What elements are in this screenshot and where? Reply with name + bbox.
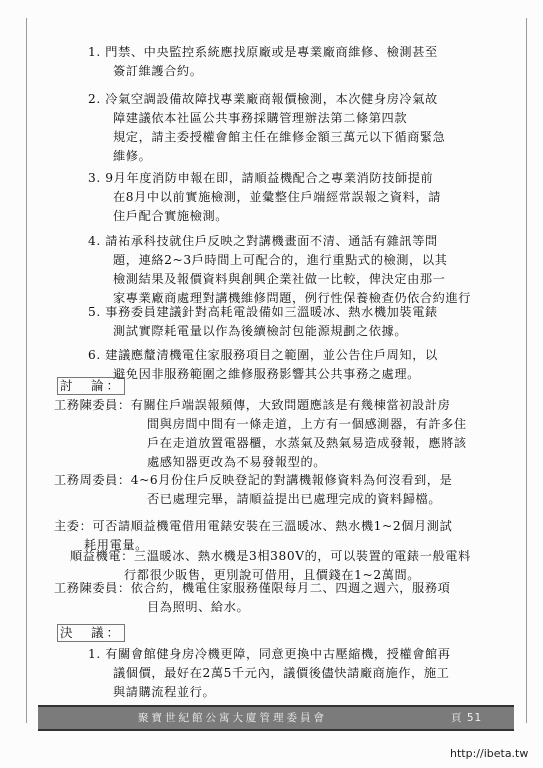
item-5-line: 測試實際耗電量以作為後續檢討包能源規劃之依據。 xyxy=(113,324,408,338)
item-2-line: 2. 冷氣空調設備故障找專業廠商報價檢測，本次健身房冷氣故 xyxy=(88,92,438,106)
discussion-entry-2-line: 工務周委員：4~6月份住戶反映登記的對講機報修資料為何沒看到，是 xyxy=(54,473,453,487)
discussion-entry-4-line: 行都很少販售，更別說可借用，且價錢在1~2萬間。 xyxy=(124,568,421,582)
resolution-1-line: 與請購流程並行。 xyxy=(113,685,216,699)
item-6-line: 6. 建議應釐清機電住家服務項目之範圍，並公告住戶周知，以 xyxy=(88,348,438,362)
item-3-line: 在8月中以前實施檢測，並彙整住戶端經常誤報之資料，請 xyxy=(113,190,442,204)
resolution-1-line: 1. 有關會館健身房冷機更障，同意更換中古壓縮機，授權會館再 xyxy=(88,647,451,661)
resolution-1-line: 議個價，最好在2萬5千元內，議價後儘快請廠商施作，施工 xyxy=(113,666,450,680)
item-2-line: 障建議依本社區公共事務採購管理辦法第二條第四款 xyxy=(113,111,408,125)
page-footer xyxy=(38,705,514,731)
item-1-line: 簽訂維護合約。 xyxy=(113,64,203,78)
discussion-entry-2-line: 否已處理完畢，請順益提出已處理完成的資料歸檔。 xyxy=(147,492,442,506)
item-4-line: 檢測結果及報價資料與創興企業社做一比較，俾決定由那一 xyxy=(113,272,446,286)
item-2-line: 維修。 xyxy=(113,149,152,163)
discussion-heading: 討 論： xyxy=(57,377,125,395)
discussion-entry-3-line: 耗用電量。 xyxy=(84,538,148,552)
discussion-entry-1-line: 戶在走道放置電器櫃，水蒸氣及熱氣易造成發報，應將該 xyxy=(147,436,467,450)
item-3-line: 3. 9月年度消防申報在即，請順益機配合之專業消防技師提前 xyxy=(88,171,434,185)
item-6-line: 避免因非服務範圍之維修服務影響其公共事務之處理。 xyxy=(113,367,420,381)
page-number: 頁 51 xyxy=(451,712,483,724)
resolution-heading: 決 議： xyxy=(57,624,125,642)
item-3-line: 住戶配合實施檢測。 xyxy=(113,209,229,223)
discussion-entry-3-line: 主委：可否請順益機電借用電錶安裝在三溫暖冰、熱水機1~2個月測試 xyxy=(54,519,453,533)
discussion-entry-1-line: 工務陳委員：有關住戶端誤報頻傳，大致問題應該是有幾棟當初設計房 xyxy=(54,398,451,412)
footer-title: 聚寶世紀館公寓大廈管理委員會 xyxy=(138,712,327,724)
item-4-line: 題，連絡2~3戶時間上可配合的，進行重點式的檢測，以其 xyxy=(113,253,448,267)
discussion-entry-5-line: 目為照明、給水。 xyxy=(147,600,250,614)
discussion-entry-4-line: 順益機電：三溫暖冰、熱水機是3相380V的，可以裝置的電錶一般電料 xyxy=(70,549,471,563)
item-1-line: 1. 門禁、中央監控系統應找原廠或是專業廠商維修、檢測甚至 xyxy=(88,45,438,59)
discussion-entry-1-line: 處感知器更改為不易發報型的。 xyxy=(147,455,327,469)
discussion-entry-5-line: 工務陳委員：依合約，機電住家服務僅限每月二、四週之週六，服務項 xyxy=(54,581,451,595)
watermark-url: http://ibeta.tw xyxy=(450,747,529,760)
item-5-line: 5. 事務委員建議針對高耗電設備如三溫暖冰、熱水機加裝電錶 xyxy=(88,305,438,319)
discussion-entry-1-line: 間與房間中間有一條走道，上方有一個感測器，有許多住 xyxy=(147,417,467,431)
item-4-line: 4. 請祐承科技就住戶反映之對講機畫面不清、通話有雜訊等問 xyxy=(88,234,438,248)
item-4-line: 家專業廠商處理對講機維修問題，例行性保養檢查仍依合約進行 xyxy=(113,291,472,305)
item-2-line: 規定，請主委授權會館主任在維修金額三萬元以下循商緊急 xyxy=(113,130,446,144)
